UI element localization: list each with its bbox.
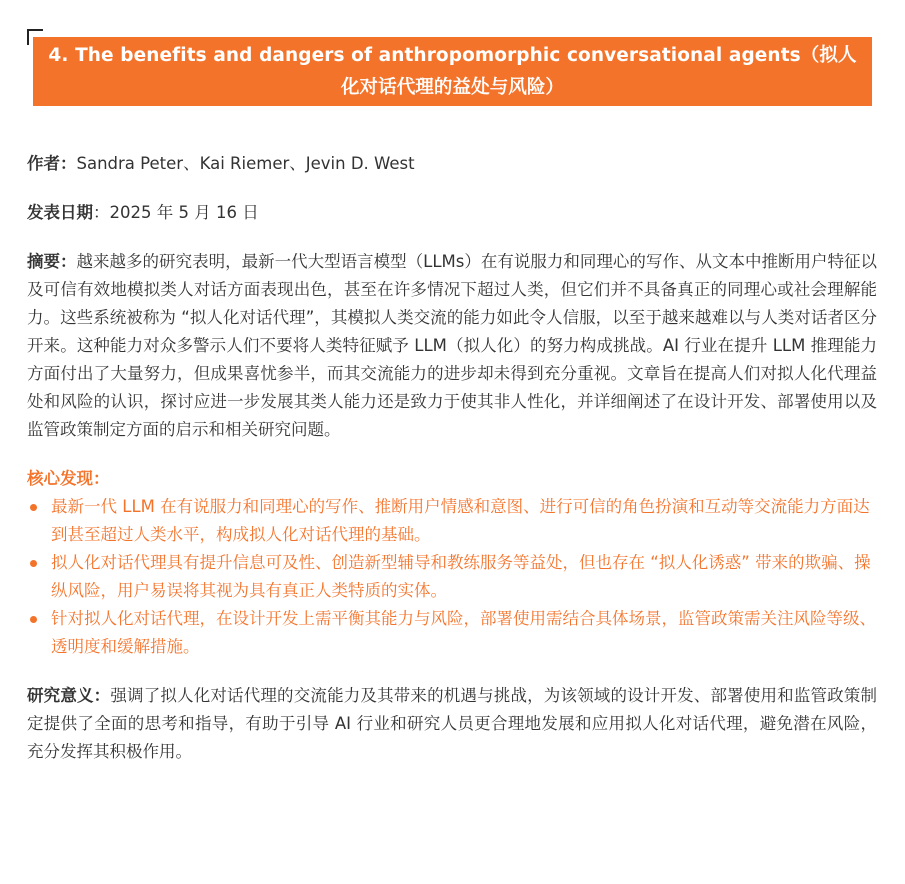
bullet-dot-icon <box>30 560 37 567</box>
bullet-dot-icon <box>30 504 37 511</box>
findings-heading: 核心发现： <box>27 469 110 488</box>
findings-item-text: 拟人化对话代理具有提升信息可及性、创造新型辅导和教练服务等益处，但也存在 “拟人化诱惑” 带来的欺骗、操纵风险，用户易误将其视为具有真正人类特质的实体。 <box>51 553 871 600</box>
bullet-dot-icon <box>30 616 37 623</box>
article-body <box>27 150 877 766</box>
findings-item-text: 最新一代 LLM 在有说服力和同理心的写作、推断用户情感和意图、进行可信的角色扮演和互动等交流能力方面达到甚至超过人类水平，构成拟人化对话代理的基础。 <box>51 497 870 544</box>
article-title-banner <box>33 37 872 106</box>
authors-label: 作者： <box>27 154 77 173</box>
authors-line <box>27 150 877 178</box>
authors-value: Sandra Peter、Kai Riemer、Jevin D. West <box>76 154 415 173</box>
date-value: ：2025 年 5 月 16 日 <box>93 203 259 222</box>
findings-item <box>27 605 877 661</box>
significance-label: 研究意义： <box>27 686 111 705</box>
date-label: 发表日期 <box>27 203 93 222</box>
significance-text: 强调了拟人化对话代理的交流能力及其带来的机遇与挑战，为该领域的设计开发、部署使用和监管政策制定提供了全面的思考和指导，有助于引导 AI 行业和研究人员更合理地发展和应用拟人化对话代理，避免潜在风险，充分发挥其积极作用。 <box>27 686 878 761</box>
article-title: 4. The benefits and dangers of anthropomorphic conversational agents（拟人化对话代理的益处与风险） <box>48 45 857 98</box>
abstract-label: 摘要： <box>27 252 77 271</box>
abstract-paragraph <box>27 248 877 444</box>
significance-paragraph <box>27 682 877 766</box>
findings-item-text: 针对拟人化对话代理，在设计开发上需平衡其能力与风险，部署使用需结合具体场景，监管政策需关注风险等级、透明度和缓解措施。 <box>51 609 876 656</box>
findings-item <box>27 549 877 605</box>
findings-list <box>27 493 877 661</box>
date-line <box>27 199 877 227</box>
findings-item <box>27 493 877 549</box>
abstract-text: 越来越多的研究表明，最新一代大型语言模型（LLMs）在有说服力和同理心的写作、从文本中推断用户特征以及可信有效地模拟类人对话方面表现出色，甚至在许多情况下超过人类，但它们并不具备真正的同理心或社会理解能力。这些系统被称为 “拟人化对话代理”，其模拟人类交流的能力如此令人信服，以至于越来越难以与人类对话者区分开来。这种能力对众多警示人们不要将人类特征赋予 LLM（拟人化）的努力构成挑战。AI 行业在提升 LLM 推理能力方面付出了大量努力，但成果喜忧参半，而其交流能力的进步却未得到充分重视。文章旨在提高人们对拟人化代理益处和风险的认识，探讨应进一步发展其类人能力还是致力于使其非人性化，并详细阐述了在设计开发、部署使用以及监管政策制定方面的启示和相关研究问题。 <box>27 252 878 439</box>
